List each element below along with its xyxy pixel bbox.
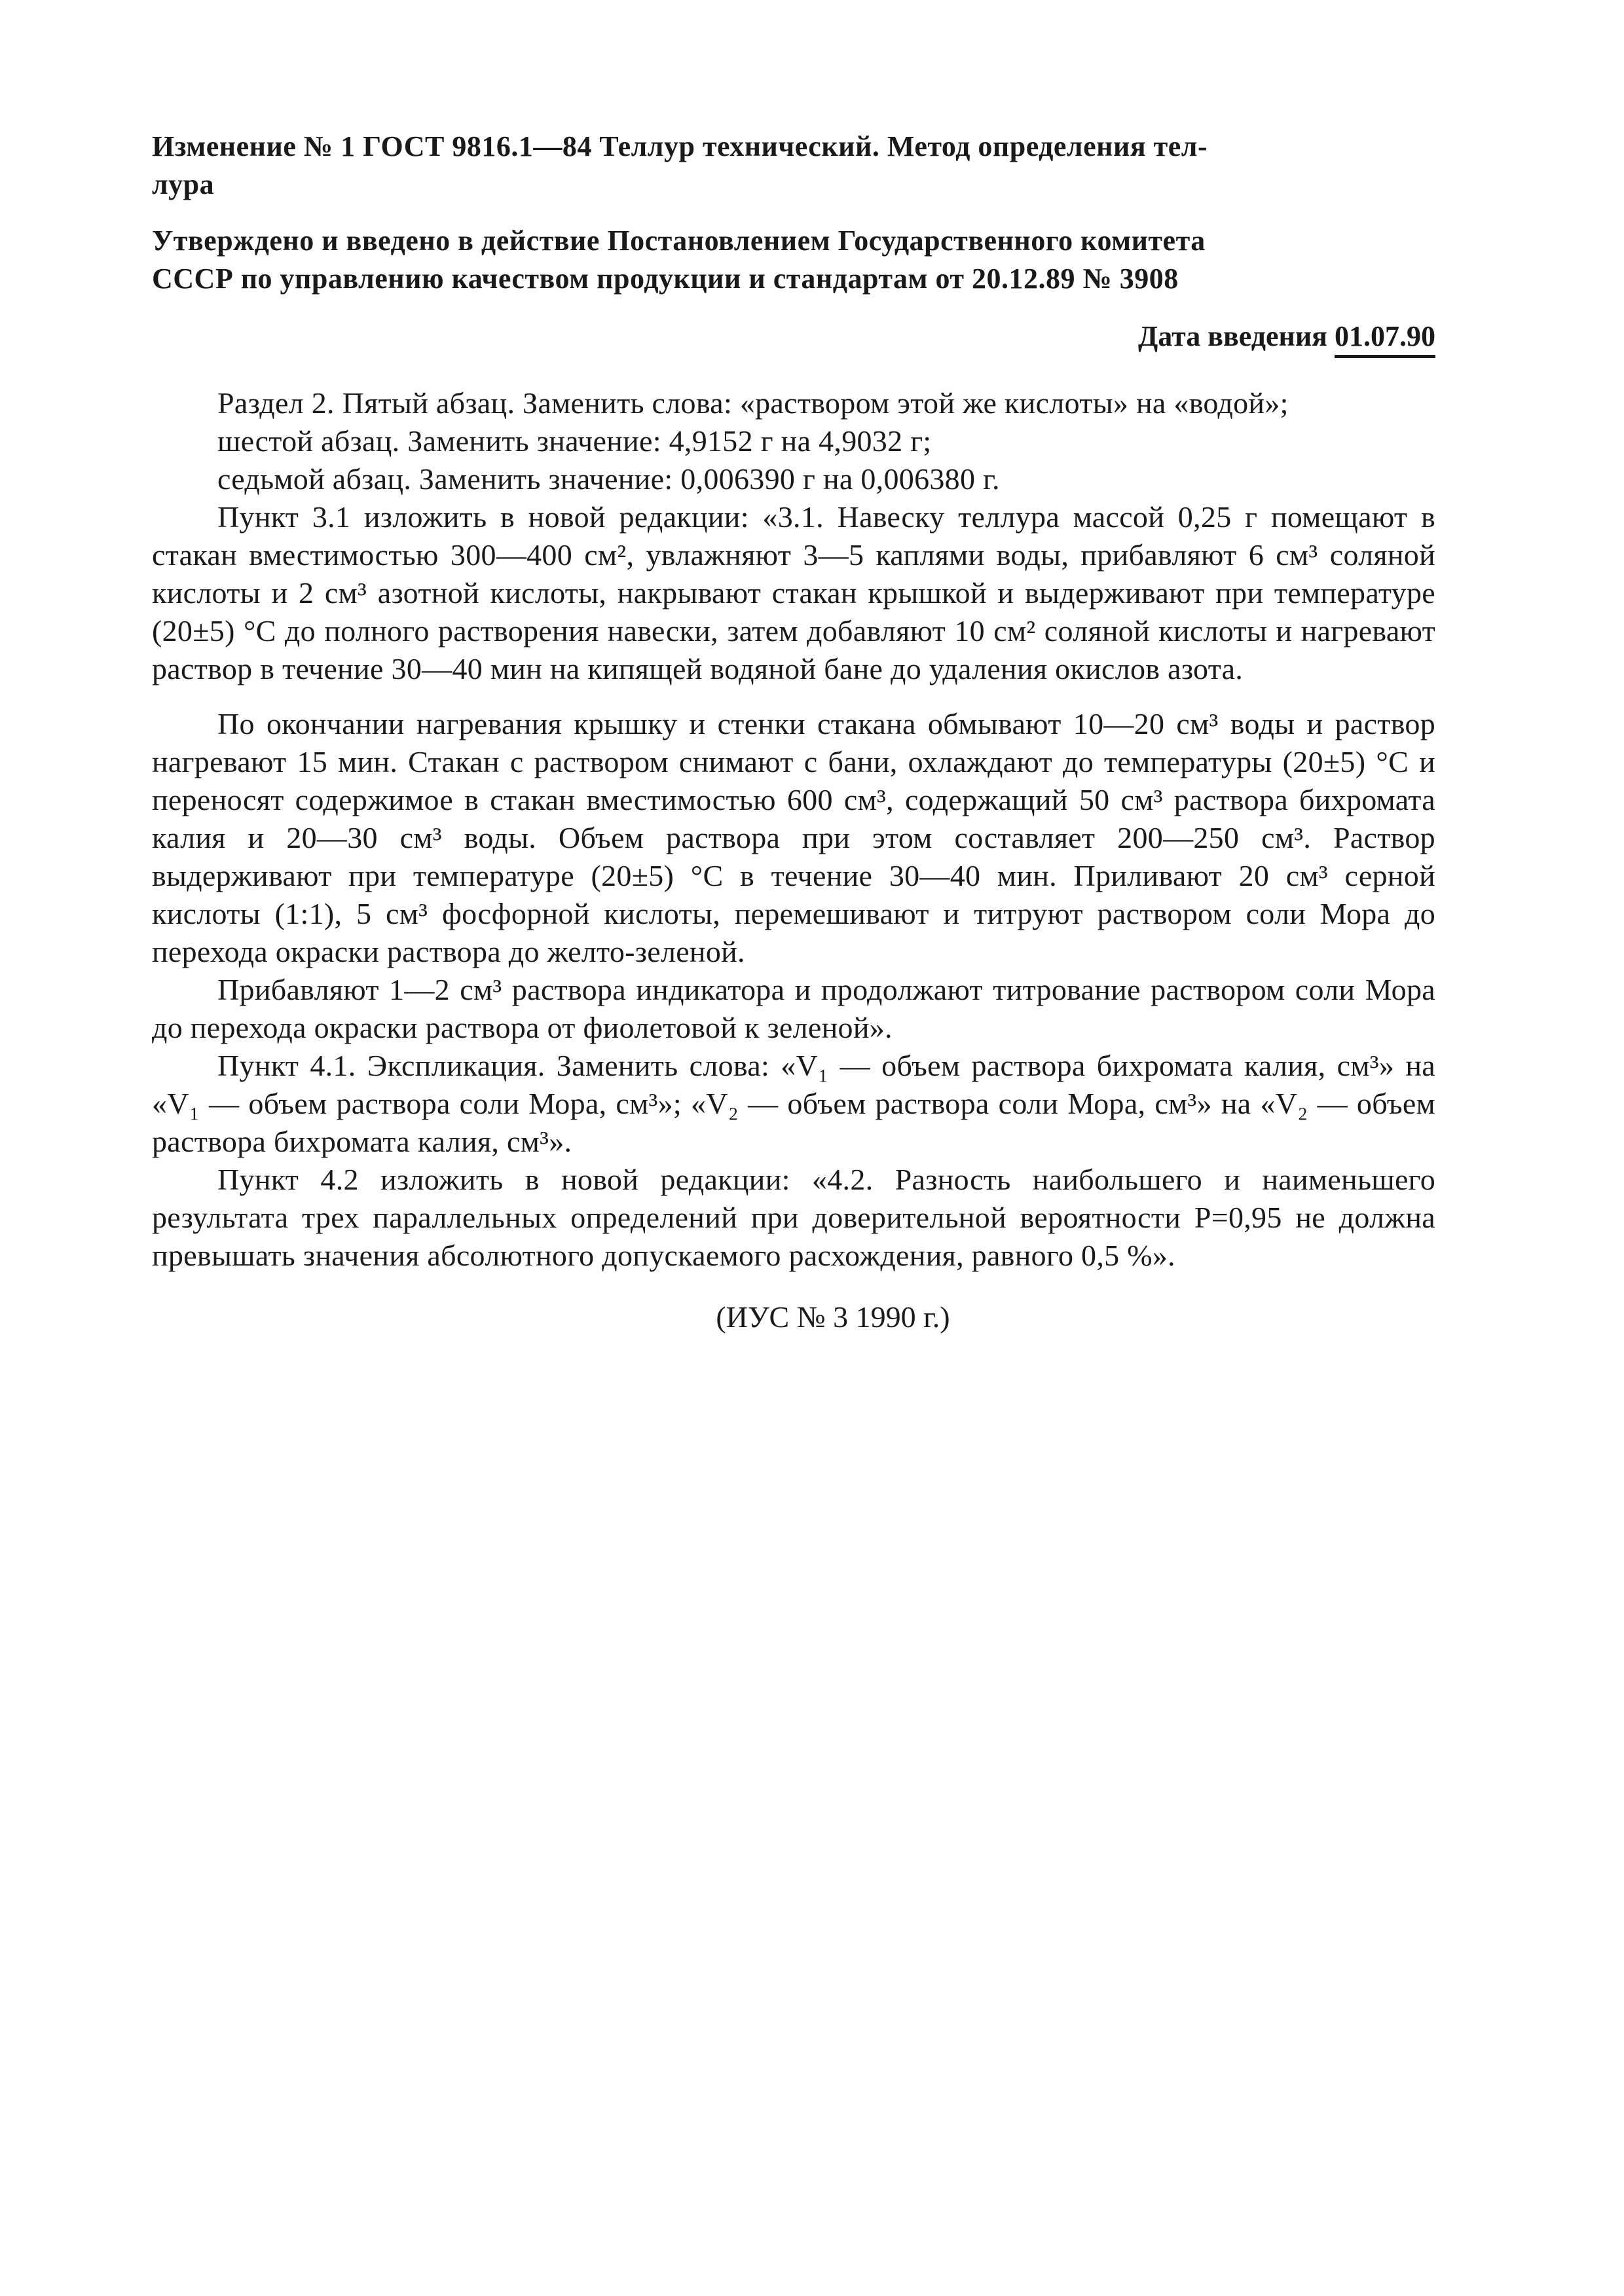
title-line: Изменение № 1 ГОСТ 9816.1—84 Теллур технический. Метод определения тел- (152, 130, 1208, 162)
paragraph: Пункт 3.1 изложить в новой редакции: «3.1. Навеску теллура массой 0,25 г помещают в стакан вместимостью 300—400 см², увлажняют 3—5 каплями воды, прибавляют 6 см³ соляной кислоты и 2 см³ азотной кислоты, накрывают стакан крышкой и выдерживают при температуре (20±5) °С до полного растворения навески, затем добавляют 10 см² соляной кислоты и нагревают раствор в течение 30—40 мин на кипящей водяной бане до удаления окислов азота. (152, 500, 1435, 685)
approval-line: СССР по управлению качеством продукции и стандартам от 20.12.89 № 3908 (152, 263, 1179, 295)
document-body (152, 384, 1435, 1275)
document-page (152, 128, 1435, 1336)
paragraph: Пункт 4.2 изложить в новой редакции: «4.2. Разность наибольшего и наименьшего результата трех параллельных определений при доверительной вероятности P=0,95 не должна превышать значения абсолютного допускаемого расхождения, равного 0,5 %». (152, 1163, 1435, 1272)
introduction-date (152, 318, 1435, 355)
paragraph: седьмой абзац. Заменить значение: 0,006390 г на 0,006380 г. (217, 462, 1000, 496)
source-reference: (ИУС № 3 1990 г.) (716, 1300, 950, 1334)
date-value: 01.07.90 (1335, 320, 1435, 358)
paragraph: шестой абзац. Заменить значение: 4,9152 г на 4,9032 г; (217, 424, 932, 458)
date-label: Дата введения (1137, 320, 1327, 352)
paragraph: Прибавляют 1—2 см³ раствора индикатора и продолжают титрование раствором соли Мора до перехода окраски раствора от фиолетовой к зеленой». (152, 973, 1435, 1044)
paragraph: По окончании нагревания крышку и стенки стакана обмывают 10—20 см³ воды и раствор нагревают 15 мин. Стакан с раствором снимают с бани, охлаждают до температуры (20±5) °С и переносят содержимое в стакан вместимостью 600 см³, содержащий 50 см³ раствора бихромата калия и 20—30 см³ воды. Объем раствора при этом составляет 200—250 см³. Раствор выдерживают при температуре (20±5) °С в течение 30—40 мин. Приливают 20 см³ серной кислоты (1:1), 5 см³ фосфорной кислоты, перемешивают и титруют раствором соли Мора до перехода окраски раствора до желто-зеленой. (152, 707, 1435, 968)
document-title (152, 128, 1435, 204)
approval-statement (152, 222, 1435, 298)
approval-line: Утверждено и введено в действие Постановлением Государственного комитета (152, 225, 1206, 257)
title-line: лура (152, 168, 215, 200)
paragraph: Пункт 4.1. Экспликация. Заменить слова: «V₁ — объем раствора бихромата калия, см³» на «V₁ — объем раствора соли Мора, см³»; «V₂ — объем раствора соли Мора, см³» на «V₂ — объем раствора бихромата калия, см³». (152, 1049, 1435, 1158)
paragraph: Раздел 2. Пятый абзац. Заменить слова: «раствором этой же кислоты» на «водой»; (217, 386, 1289, 420)
